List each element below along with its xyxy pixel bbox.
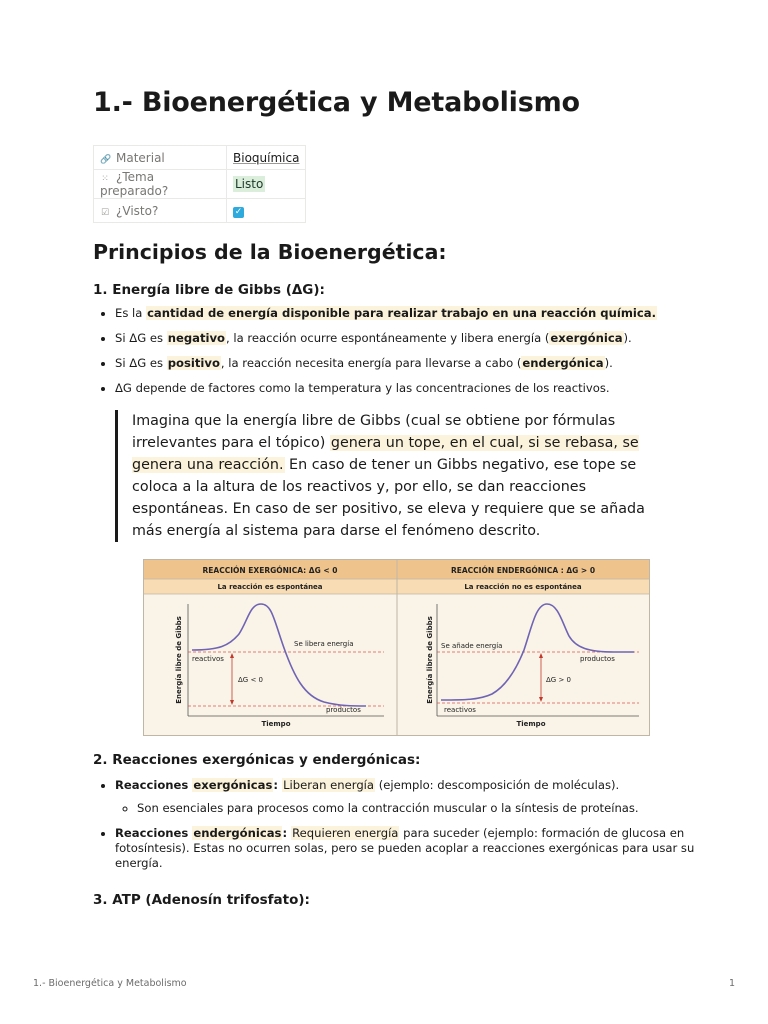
right-reactants-label: reactivos	[444, 706, 476, 714]
right-panel-subheader: La reacción no es espontánea	[464, 583, 582, 591]
right-panel-header: REACCIÓN ENDERGÓNICA : ΔG > 0	[450, 566, 596, 575]
section-heading: Principios de la Bioenergética:	[93, 240, 447, 264]
seen-checkbox[interactable]: ✓	[234, 207, 243, 217]
list-item: • Reacciones endergónicas: Requieren energía para suceder (ejemplo: formación de glucosa en fotosíntesis). Estas no ocurren solas, pero se pueden acoplar a reacciones exergónicas para usar su energía.	[115, 826, 700, 871]
reactions-list	[93, 778, 700, 881]
property-key: ¿Visto?	[116, 203, 159, 218]
property-row-seen	[94, 199, 306, 223]
quote-block: Imagina que la energía libre de Gibbs (cual se obtiene por fórmulas irrelevantes para el tópico) genera un tope, en el cual, si se rebasa, se genera una reacción. En caso de tener un Gibbs negativo, ese tope se coloca a la altura de los reactivos y, por ello, se dan reacciones espontáneas. En caso de ser positivo, se eleva y requiere que se añada más energía al sistema para darse el fenómeno descrito.	[115, 410, 672, 542]
status-tag[interactable]: Listo	[235, 177, 264, 191]
list-item: ◦ Son esenciales para procesos como la contracción muscular o la síntesis de proteínas.	[137, 801, 700, 816]
material-link[interactable]: Bioquímica	[233, 150, 300, 165]
atp-heading: 3. ATP (Adenosín trifosfato):	[93, 892, 310, 908]
list-item: • Es la cantidad de energía disponible para realizar trabajo en una reacción química.	[115, 306, 700, 321]
gibbs-list	[93, 306, 700, 406]
left-energy-label: Se libera energía	[294, 640, 354, 648]
status-icon: ⁙	[101, 174, 109, 184]
properties-table	[93, 145, 306, 223]
sub-list	[115, 801, 700, 816]
left-x-axis-label: Tiempo	[261, 720, 291, 728]
right-energy-label: Se añade energía	[441, 642, 503, 650]
reactions-heading: 2. Reacciones exergónicas y endergónicas:	[93, 752, 421, 768]
page-title: 1.- Bioenergética y Metabolismo	[93, 87, 580, 118]
left-reactants-label: reactivos	[192, 655, 224, 663]
link-icon: 🔗	[100, 154, 112, 165]
page-footer	[33, 978, 735, 989]
property-key: ¿Tema preparado?	[100, 170, 169, 198]
property-key: Material	[116, 150, 165, 165]
property-row-prepared	[94, 170, 306, 199]
left-dg-label: ΔG < 0	[238, 676, 263, 684]
page-number: 1	[728, 978, 735, 989]
right-y-axis-label: Energía libre de Gibbs	[426, 616, 434, 704]
checkbox-icon: ☑	[100, 207, 110, 218]
left-panel-header: REACCIÓN EXERGÓNICA: ΔG < 0	[202, 566, 338, 575]
footer-title: 1.- Bioenergética y Metabolismo	[33, 978, 187, 989]
left-y-axis-label: Energía libre de Gibbs	[175, 616, 183, 704]
gibbs-heading: 1. Energía libre de Gibbs (ΔG):	[93, 282, 325, 298]
gibbs-energy-figure	[143, 559, 650, 736]
list-item: • Si ΔG es positivo, la reacción necesita energía para llevarse a cabo (endergónica).	[115, 356, 700, 371]
property-row-material	[94, 146, 306, 170]
right-products-label: productos	[580, 655, 615, 663]
list-item: • Si ΔG es negativo, la reacción ocurre espontáneamente y libera energía (exergónica).	[115, 331, 700, 346]
right-x-axis-label: Tiempo	[516, 720, 546, 728]
left-panel-subheader: La reacción es espontánea	[217, 583, 323, 591]
list-item: • ΔG depende de factores como la temperatura y las concentraciones de los reactivos.	[115, 381, 700, 396]
list-item: • Reacciones exergónicas: Liberan energía (ejemplo: descomposición de moléculas). ◦ Son esenciales para procesos como la contracción muscular o la síntesis de proteínas.	[115, 778, 700, 816]
left-products-label: productos	[326, 706, 361, 714]
right-dg-label: ΔG > 0	[546, 676, 571, 684]
